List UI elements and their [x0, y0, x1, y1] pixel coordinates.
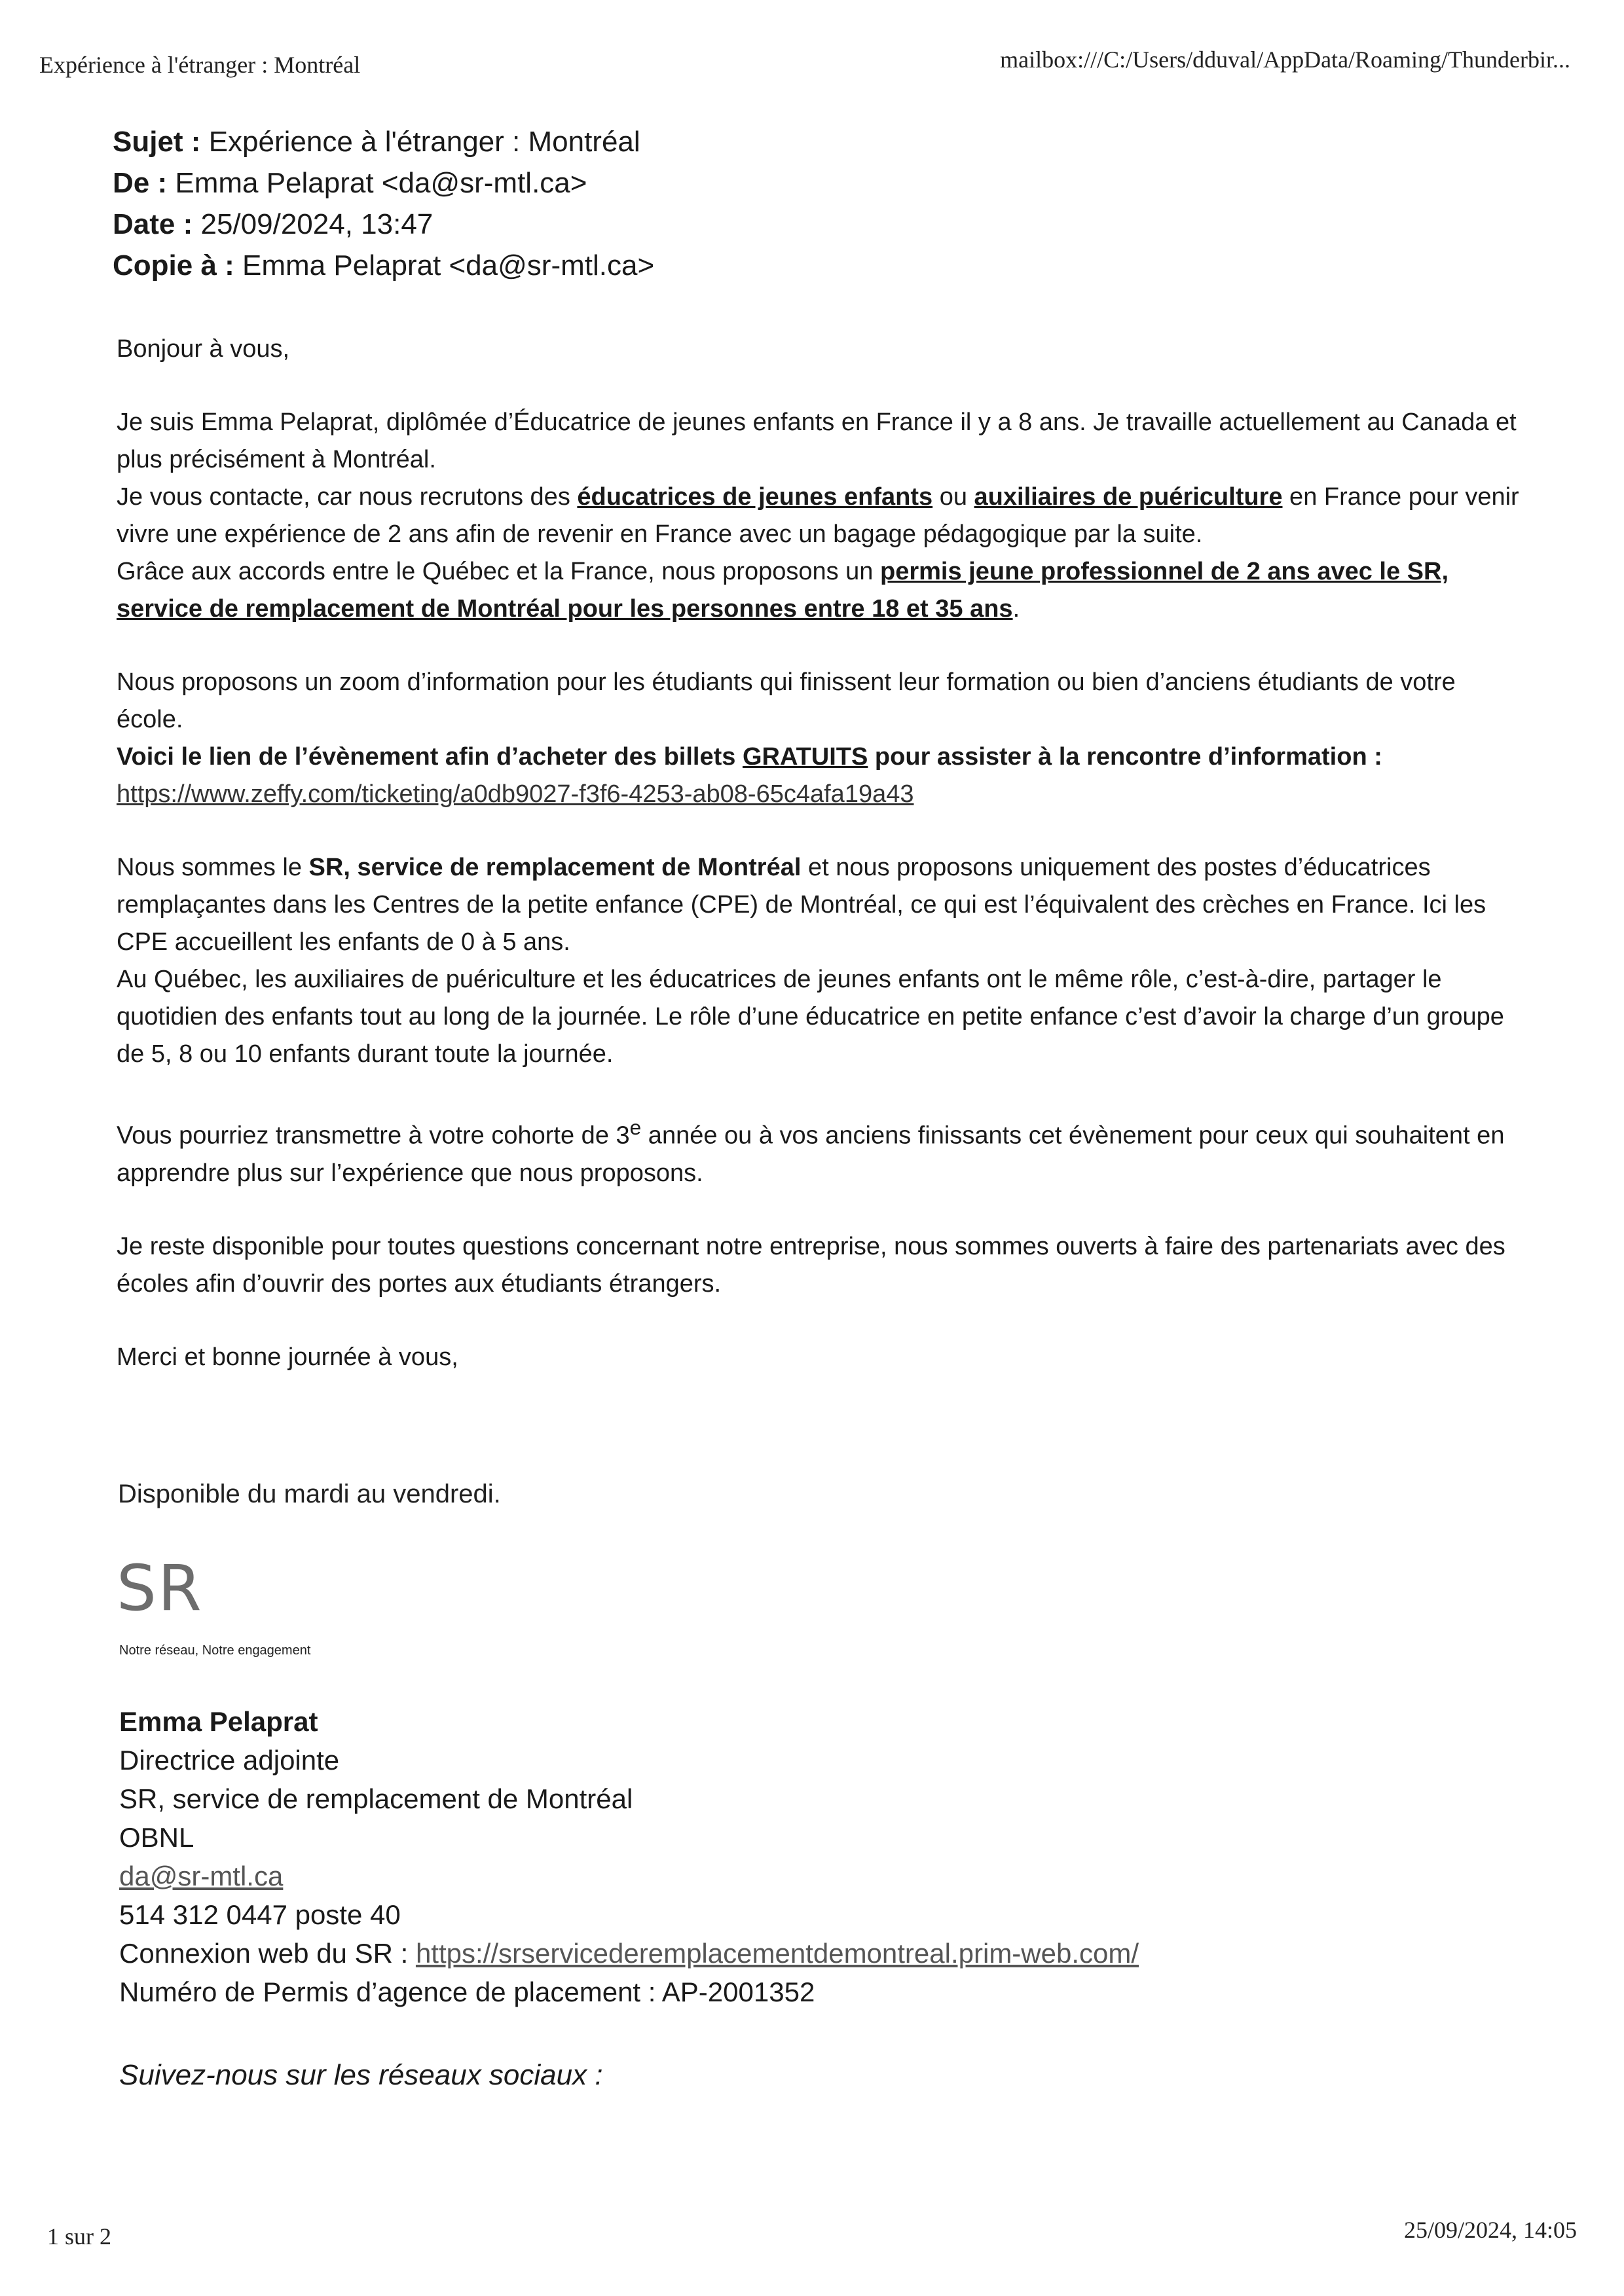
signature-web-link[interactable]: https://srservicederemplacementdemontreal.prim-web.com/ — [415, 1938, 1139, 1969]
intro-paragraph — [117, 404, 1524, 628]
date-label: Date : — [113, 208, 193, 240]
highlight-gratuits: GRATUITS — [742, 743, 868, 771]
subject-row — [113, 121, 654, 162]
date-row — [113, 204, 654, 245]
signature-web-row — [119, 1934, 1139, 1973]
highlight-sr: SR, service de remplacement de Montréal — [308, 854, 802, 881]
print-header-url: mailbox:///C:/Users/dduval/AppData/Roaming/Thunderbir... — [1000, 46, 1570, 73]
cc-row — [113, 245, 654, 286]
cc-label: Copie à : — [113, 249, 234, 282]
print-timestamp: 25/09/2024, 14:05 — [1403, 2217, 1577, 2243]
signature-email-link[interactable]: da@sr-mtl.ca — [119, 1861, 284, 1891]
zoom-line: Nous proposons un zoom d’information pour les étudiants qui finissent leur formation ou bien d’anciens étudiants de votre école. — [117, 668, 1456, 733]
signature-org-type: OBNL — [119, 1822, 194, 1853]
greeting: Bonjour à vous, — [117, 335, 290, 363]
cc-value: Emma Pelaprat <da@sr-mtl.ca> — [242, 249, 655, 282]
text: Je vous contacte, car nous recrutons des — [117, 483, 578, 511]
text: en France pour venir vivre une expérience de 2 ans afin de revenir en France avec un bagage pédagogique par la suite. — [117, 483, 1519, 548]
web-label: Connexion web du SR : — [119, 1938, 416, 1969]
from-label: De : — [113, 167, 168, 199]
availability-note: Disponible du mardi au vendredi. — [118, 1480, 501, 1508]
logo-tagline: Notre réseau, Notre engagement — [119, 1643, 311, 1658]
sr-logo: SR — [117, 1552, 203, 1625]
text: Nous sommes le — [117, 854, 309, 881]
text: . — [1012, 595, 1020, 623]
closing: Merci et bonne journée à vous, — [117, 1343, 458, 1371]
event-link[interactable]: https://www.zeffy.com/ticketing/a0db9027-f3f6-4253-ab08-65c4afa19a43 — [117, 780, 914, 808]
from-value: Emma Pelaprat <da@sr-mtl.ca> — [175, 167, 587, 199]
subject-label: Sujet : — [113, 126, 201, 158]
event-line — [117, 738, 1524, 776]
social-heading: Suivez-nous sur les réseaux sociaux : — [119, 2059, 603, 2091]
signature-block — [119, 1702, 1139, 2011]
availability-paragraph: Je reste disponible pour toutes questions concernant notre entreprise, nous sommes ouverts à faire des partenariats avec des écoles afin d’ouvrir des portes aux étudiants étrangers. — [117, 1232, 1505, 1298]
role-line: Au Québec, les auxiliaires de puériculture et les éducatrices de jeunes enfants ont le même rôle, c’est-à-dire, partager le quotidien des enfants tout au long de la journée. Le rôle d’une éducatrice en petite enfance c’est d’avoir la charge d’un groupe de 5, 8 ou 10 enfants durant toute la journée. — [117, 966, 1504, 1068]
text: et nous proposons uniquement des postes d’éducatrices remplaçantes dans les Centres de la petite enfance (CPE) de Montréal, ce qui est l’équivalent des crèches en France. Ici les CPE accueillent les enfants de 0 à 5 ans. — [117, 854, 1486, 956]
signature-title: Directrice adjointe — [119, 1745, 340, 1776]
about-paragraph — [117, 849, 1524, 1073]
recruit-line — [117, 479, 1524, 553]
superscript: e — [629, 1116, 642, 1139]
date-value: 25/09/2024, 13:47 — [200, 208, 434, 240]
signature-org: SR, service de remplacement de Montréal — [119, 1783, 633, 1814]
print-header-title: Expérience à l'étranger : Montréal — [39, 52, 361, 78]
highlight-auxiliaires: auxiliaires de puériculture — [974, 483, 1283, 511]
signature-permit: Numéro de Permis d’agence de placement : AP-2001352 — [119, 1977, 815, 2007]
email-headers — [113, 121, 654, 286]
text: Vous pourriez transmettre à votre cohorte de 3 — [117, 1121, 630, 1150]
zoom-paragraph — [117, 664, 1524, 813]
signature-phone: 514 312 0447 poste 40 — [119, 1899, 401, 1930]
intro-line: Je suis Emma Pelaprat, diplômée d’Éducatrice de jeunes enfants en France il y a 8 ans. Je travaille actuellement au Canada et plus précisément à Montréal. — [117, 409, 1517, 473]
about-line — [117, 849, 1524, 961]
signature-name: Emma Pelaprat — [119, 1706, 318, 1737]
cohort-paragraph — [117, 1109, 1524, 1192]
text: Voici le lien de l’évènement afin d’acheter des billets — [117, 743, 743, 771]
from-row — [113, 162, 654, 204]
highlight-permis: permis jeune professionnel de 2 ans avec le SR, service de remplacement de Montréal pour les personnes entre 18 et 35 ans — [117, 558, 1449, 623]
text: Grâce aux accords entre le Québec et la France, nous proposons un — [117, 558, 880, 585]
page-number: 1 sur 2 — [47, 2223, 111, 2250]
text: pour assister à la rencontre d’information : — [868, 743, 1382, 771]
text: ou — [932, 483, 974, 511]
text: année ou à vos anciens finissants cet évènement pour ceux qui souhaitent en apprendre plus sur l’expérience que nous proposons. — [117, 1121, 1505, 1187]
permit-line — [117, 553, 1524, 628]
email-body — [117, 331, 1524, 1376]
subject-value: Expérience à l'étranger : Montréal — [208, 126, 640, 158]
highlight-educatrices: éducatrices de jeunes enfants — [577, 483, 933, 511]
